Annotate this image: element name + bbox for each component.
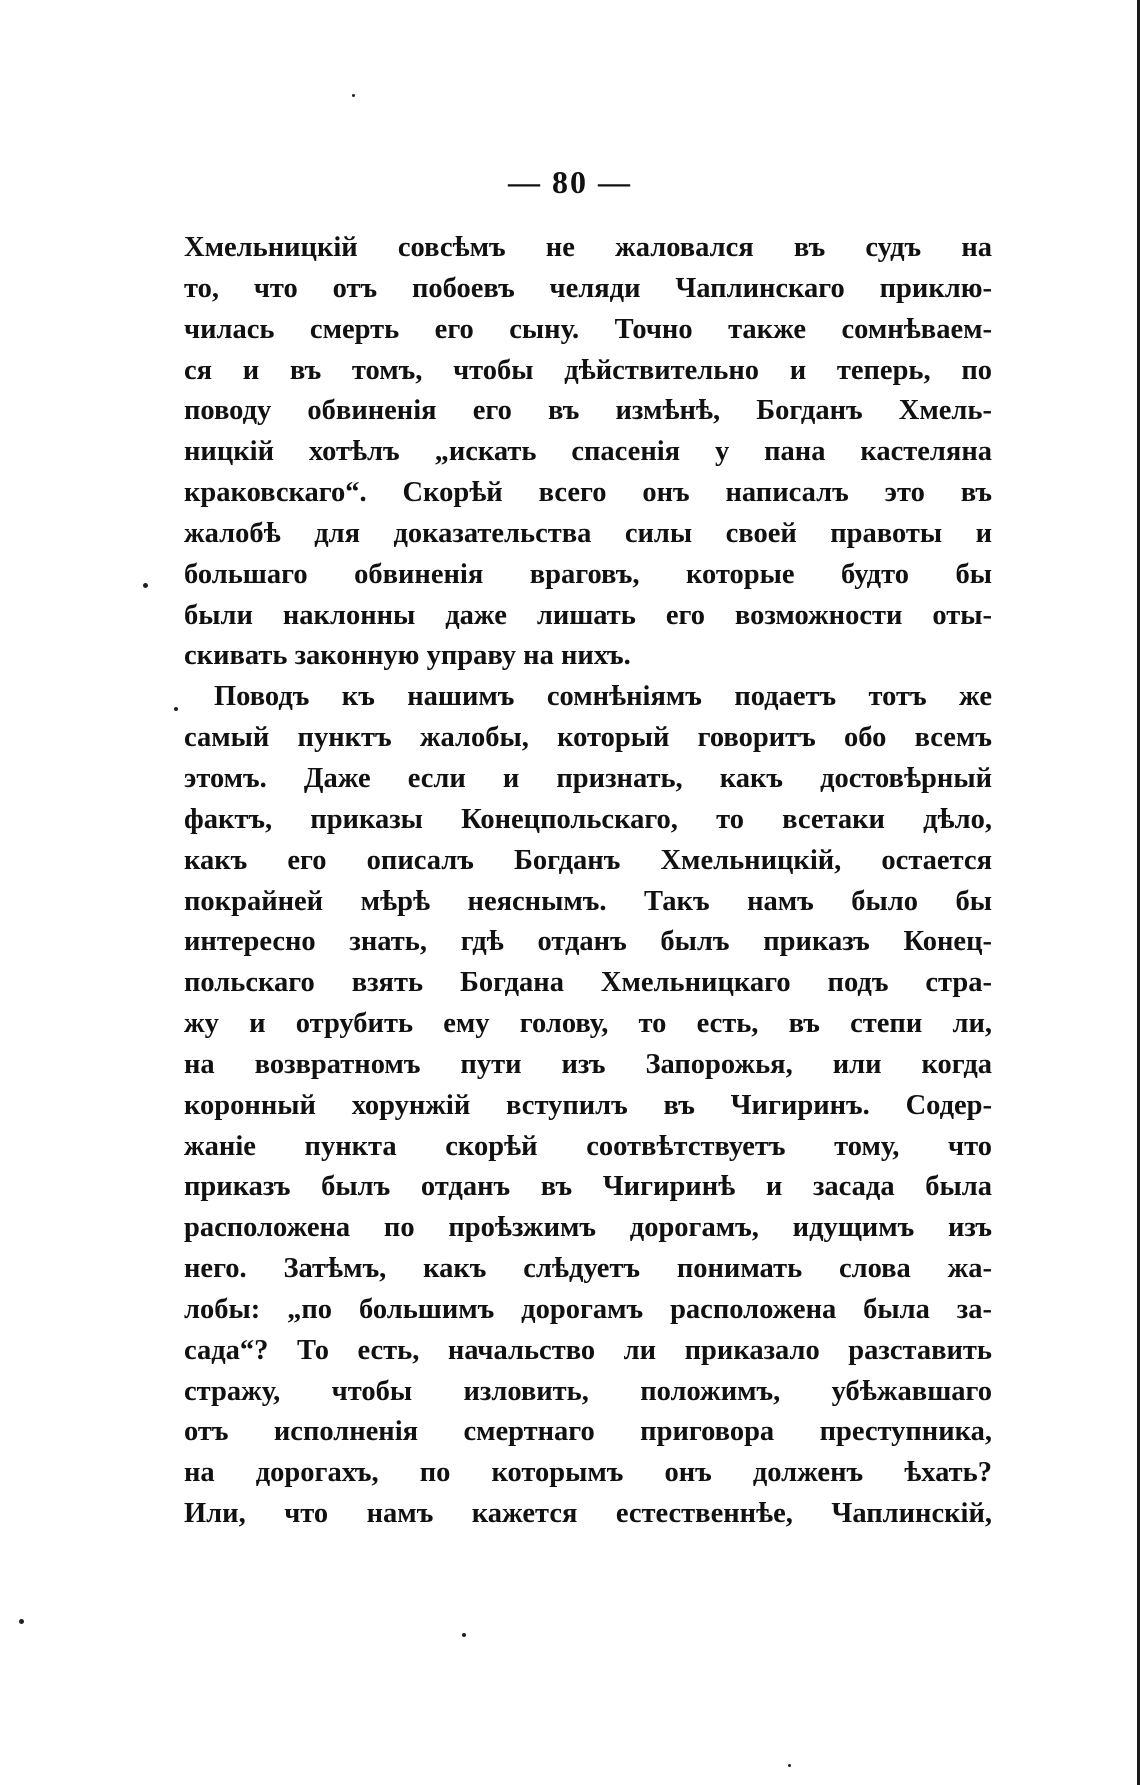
- text-line: него. Затѣмъ, какъ слѣдуетъ понимать слова жа-: [184, 1253, 992, 1285]
- text-line: расположена по проѣзжимъ дорогамъ, идущимъ изъ: [184, 1212, 992, 1244]
- text-line: этомъ. Даже если и признать, какъ достовѣрный: [184, 762, 992, 794]
- text-line: ницкій хотѣлъ „искать спасенія у пана кастеляна: [184, 436, 992, 468]
- ink-speck: [788, 1764, 791, 1767]
- text-line: покрайней мѣрѣ неяснымъ. Такъ намъ было бы: [184, 885, 992, 917]
- ink-speck: [462, 1633, 466, 1637]
- text-line: скивать законную управу на нихъ.: [184, 640, 631, 672]
- text-line: чилась смерть его сыну. Точно также сомнѣваем-: [184, 313, 992, 345]
- page-number: — 80 —: [508, 164, 632, 200]
- body-text: [184, 228, 992, 1535]
- text-line: были наклонны даже лишать его возможности оты-: [184, 599, 992, 631]
- text-line: краковскаго“. Скорѣй всего онъ написалъ это въ: [184, 477, 992, 509]
- text-line: ся и въ томъ, чтобы дѣйствительно и теперь, по: [184, 354, 992, 386]
- text-line: фактъ, приказы Конецпольскаго, то всетаки дѣло,: [184, 803, 992, 835]
- text-line: какъ его описалъ Богданъ Хмельницкій, остается: [184, 844, 992, 876]
- text-line: жу и отрубить ему голову, то есть, въ степи ли,: [184, 1008, 992, 1040]
- text-line: на возвратномъ пути изъ Запорожья, или когда: [184, 1048, 992, 1080]
- paragraph: [184, 677, 992, 1535]
- text-line: коронный хорунжій вступилъ въ Чигиринъ. Содер-: [184, 1089, 992, 1121]
- text-line: Поводъ къ нашимъ сомнѣніямъ подаетъ тотъ же: [214, 681, 992, 713]
- ink-speck: [174, 707, 178, 711]
- text-line: жаніе пункта скорѣй соотвѣтствуетъ тому, что: [184, 1130, 992, 1162]
- text-line: жалобѣ для доказательства силы своей правоты и: [184, 517, 992, 549]
- text-line: лобы: „по большимъ дорогамъ расположена была за-: [184, 1293, 992, 1325]
- text-line: сада“? То есть, начальство ли приказало разставить: [184, 1334, 992, 1366]
- text-line: интересно знать, гдѣ отданъ былъ приказъ Конец-: [184, 926, 992, 958]
- ink-speck: [143, 583, 148, 588]
- text-line: польскаго взять Богдана Хмельницкаго подъ стра-: [184, 967, 992, 999]
- ink-speck: [19, 1619, 24, 1624]
- text-line: приказъ былъ отданъ въ Чигиринѣ и засада была: [184, 1171, 992, 1203]
- text-line: поводу обвиненія его въ измѣнѣ, Богданъ Хмель-: [184, 395, 992, 427]
- text-line: большаго обвиненія враговъ, которые будто бы: [184, 558, 992, 590]
- text-line: то, что отъ побоевъ челяди Чаплинскаго приклю-: [184, 272, 992, 304]
- text-line: Или, что намъ кажется естественнѣе, Чаплинскій,: [184, 1498, 992, 1530]
- paragraph: [184, 228, 992, 677]
- text-line: Хмельницкій совсѣмъ не жаловался въ судъ на: [184, 232, 992, 263]
- ink-speck: [352, 94, 355, 97]
- text-line: стражу, чтобы изловить, положимъ, убѣжавшаго: [184, 1375, 992, 1407]
- text-line: на дорогахъ, по которымъ онъ долженъ ѣхать?: [184, 1457, 992, 1489]
- text-line: отъ исполненія смертнаго приговора преступника,: [184, 1416, 992, 1448]
- text-line: самый пунктъ жалобы, который говоритъ обо всемъ: [184, 722, 992, 754]
